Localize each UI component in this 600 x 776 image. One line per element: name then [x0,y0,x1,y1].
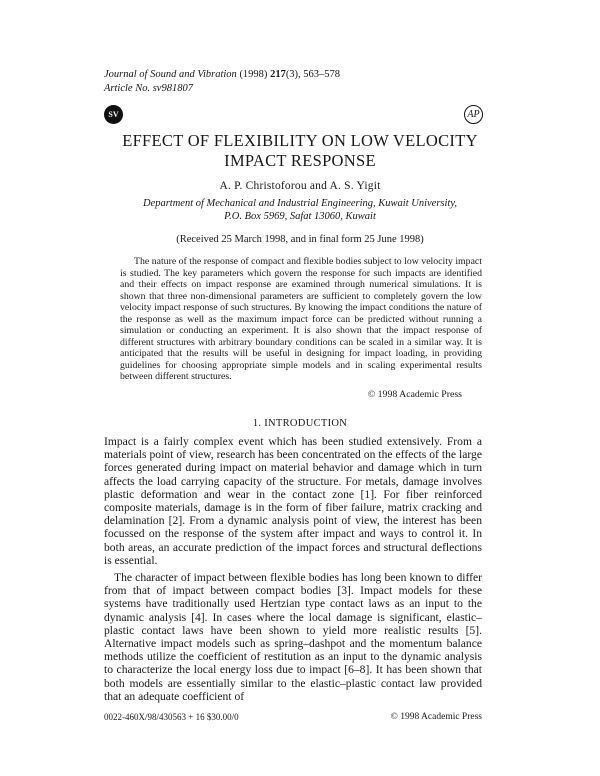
article-number: Article No. sv981807 [104,83,193,94]
ap-logo [464,105,483,124]
footer-copyright: © 1998 Academic Press [390,712,482,722]
paragraph-1: Impact is a fairly complex event which has been studied extensively. From a materials point of view, research has been concentrated on the effects of the large forces generated during impact on material behavior and damage which in turn affects the load carrying capacity of the structure. For metals, damage involves plastic deformation and wear in the contact zone [1]. For fiber reinforced composite materials, damage is in the form of fiber failure, matrix cracking and delamination [2]. From a dynamic analysis point of view, the interest has been focussed on the response of the system after impact and ways to control it. In both areas, an accurate prediction of the impact forces and structural deflections is essential. [104,435,482,567]
journal-issue-pages: (3), 563–578 [285,69,341,80]
title-line-2: IMPACT RESPONSE [224,151,376,170]
authors: A. P. Christoforou and A. S. Yigit [219,180,381,192]
paragraph-2: The character of impact between flexible bodies has long been known to differ from that of impact between compact bodies [3]. Impact models for these systems have traditionally used Hertzian type contact laws as an input to the dynamic analysis [4]. In cases where the local damage is significant, elastic–plastic contact laws have been shown to yield more realistic results [5]. Alternative impact models such as spring–dashpot and the momentum balance methods utilize the coefficient of restitution as an input to the dynamic analysis to characterize the local energy loss due to impact [6–8]. It has been shown that both models are essentially similar to the elastic–plastic contact law provided that an adequate coefficient of [104,571,482,703]
ap-logo-text: AP [467,109,480,120]
journal-year: (1998) [239,69,268,80]
journal-line [104,68,340,82]
journal-name: Journal of Sound and Vibration [104,69,237,80]
section-heading: 1. INTRODUCTION [252,418,348,429]
received-dates: (Received 25 March 1998, and in final form 25 June 1998) [176,234,424,245]
affiliation-line-2: P.O. Box 5969, Safat 13060, Kuwait [224,211,376,222]
abstract: The nature of the response of compact and flexible bodies subject to low velocity impact is studied. The key parameters which govern the response for such impacts are identified and their effects on impact response are examined through numerical simulations. It is shown that three non-dimensional parameters are sufficient to completely govern the low velocity impact response of such structures. By knowing the impact conditions the nature of the response as well as the maximum impact force can be predicted without running a simulation or conducting an experiment. It is also shown that the impact response of different structures with arbitrary boundary conditions can be scaled in a similar way. It is anticipated that the results will be useful in designing for impact loading, in providing guidelines for choosing appropriate simple models and in scaling experimental results between different structures. [120,256,482,382]
affiliation-line-1: Department of Mechanical and Industrial Engineering, Kuwait University, [142,198,458,209]
journal-citation [104,68,340,96]
abstract-copyright: © 1998 Academic Press [367,389,462,400]
sv-logo-text: SV [108,110,119,119]
journal-volume: 217 [270,69,286,80]
sv-logo [104,105,123,124]
footer-code: 0022-460X/98/430563 + 16 $30.00/0 [104,712,239,722]
affiliation [100,197,500,223]
title-line-1: EFFECT OF FLEXIBILITY ON LOW VELOCITY [122,131,478,150]
paper-title [100,131,500,171]
